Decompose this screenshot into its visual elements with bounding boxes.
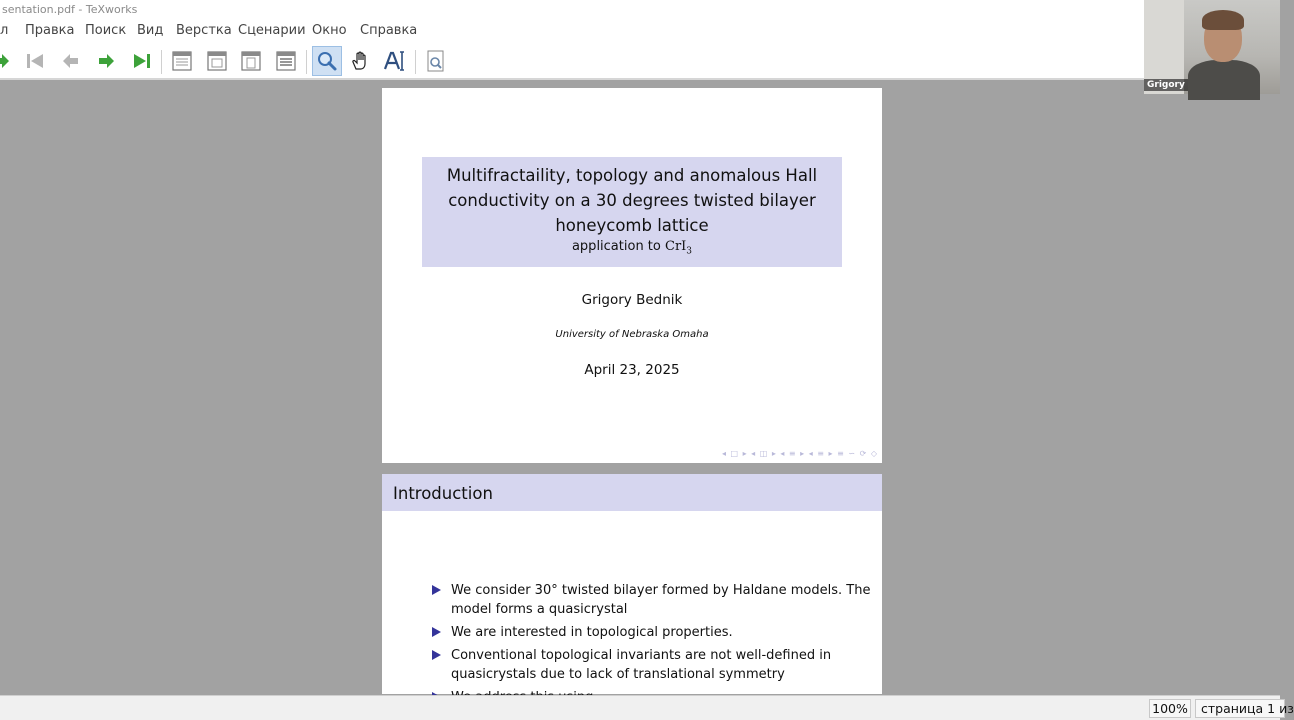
list-item: We consider 30° twisted bilayer formed by Haldane models. The model forms a quasicrystal xyxy=(432,581,872,619)
menu-edit[interactable]: Правка xyxy=(25,23,75,38)
presentation-subtitle: application to CrI$_3$ xyxy=(571,239,693,257)
date: April 23, 2025 xyxy=(584,362,680,378)
toolbar-separator xyxy=(306,50,307,74)
frame-title: Introduction xyxy=(382,474,882,511)
status-bar xyxy=(0,695,1294,720)
bullet-triangle-icon xyxy=(432,585,441,595)
menu-view[interactable]: Вид xyxy=(137,23,164,38)
fit-window-icon[interactable] xyxy=(271,46,301,76)
menu-scripts[interactable]: Сценарии xyxy=(238,23,306,38)
toolbar-separator xyxy=(161,50,162,74)
zoom-level[interactable]: 100% xyxy=(1149,699,1191,718)
last-page-icon[interactable] xyxy=(127,46,157,76)
menu-search[interactable]: Поиск xyxy=(85,23,127,38)
fit-page-icon[interactable] xyxy=(236,46,266,76)
prev-page-icon[interactable] xyxy=(56,46,86,76)
arrow-right-icon[interactable] xyxy=(0,46,16,76)
webcam-name: Grigory xyxy=(1144,79,1188,91)
toolbar-separator xyxy=(415,50,416,74)
bullet-list xyxy=(432,581,872,711)
bullet-triangle-icon xyxy=(432,650,441,660)
next-page-icon[interactable] xyxy=(91,46,121,76)
title-box xyxy=(422,157,842,267)
list-item: We are interested in topological properties. xyxy=(432,623,872,642)
beamer-navigation-symbols[interactable]: ◂ □ ▸ ◂ ◫ ▸ ◂ ≡ ▸ ◂ ≡ ▸ ≡ ∽ ⟳ ◇ xyxy=(721,449,878,458)
menu-window[interactable]: Окно xyxy=(312,23,347,38)
menu-help[interactable]: Справка xyxy=(360,23,418,38)
menu-file[interactable]: л xyxy=(0,23,9,38)
presentation-title: Multifractaility, topology and anomalous Hall conductivity on a 30 degrees twisted bilayer honeycomb lattice xyxy=(446,166,818,235)
pdf-toolbar xyxy=(0,42,1144,80)
menu-typeset[interactable]: Верстка xyxy=(176,23,232,38)
window-title: sentation.pdf - TeXworks xyxy=(0,0,1144,20)
institution: University of Nebraska Omaha xyxy=(555,329,709,340)
author: Grigory Bednik xyxy=(581,292,683,308)
menu-bar xyxy=(0,20,1144,42)
list-item: Conventional topological invariants are not well-defined in quasicrystals due to lack of translational symmetry xyxy=(432,646,872,684)
fit-width-icon[interactable] xyxy=(202,46,232,76)
bullet-triangle-icon xyxy=(432,627,441,637)
search-pdf-icon[interactable] xyxy=(421,46,451,76)
page-indicator[interactable]: страница 1 из xyxy=(1195,699,1285,718)
hand-tool-icon[interactable] xyxy=(346,46,376,76)
pdf-page-2 xyxy=(382,474,882,694)
actual-size-icon[interactable] xyxy=(167,46,197,76)
webcam-overlay xyxy=(1144,0,1280,94)
pdf-page-1 xyxy=(382,88,882,463)
select-text-icon[interactable] xyxy=(381,46,411,76)
first-page-icon[interactable] xyxy=(20,46,50,76)
magnifier-icon[interactable] xyxy=(312,46,342,76)
